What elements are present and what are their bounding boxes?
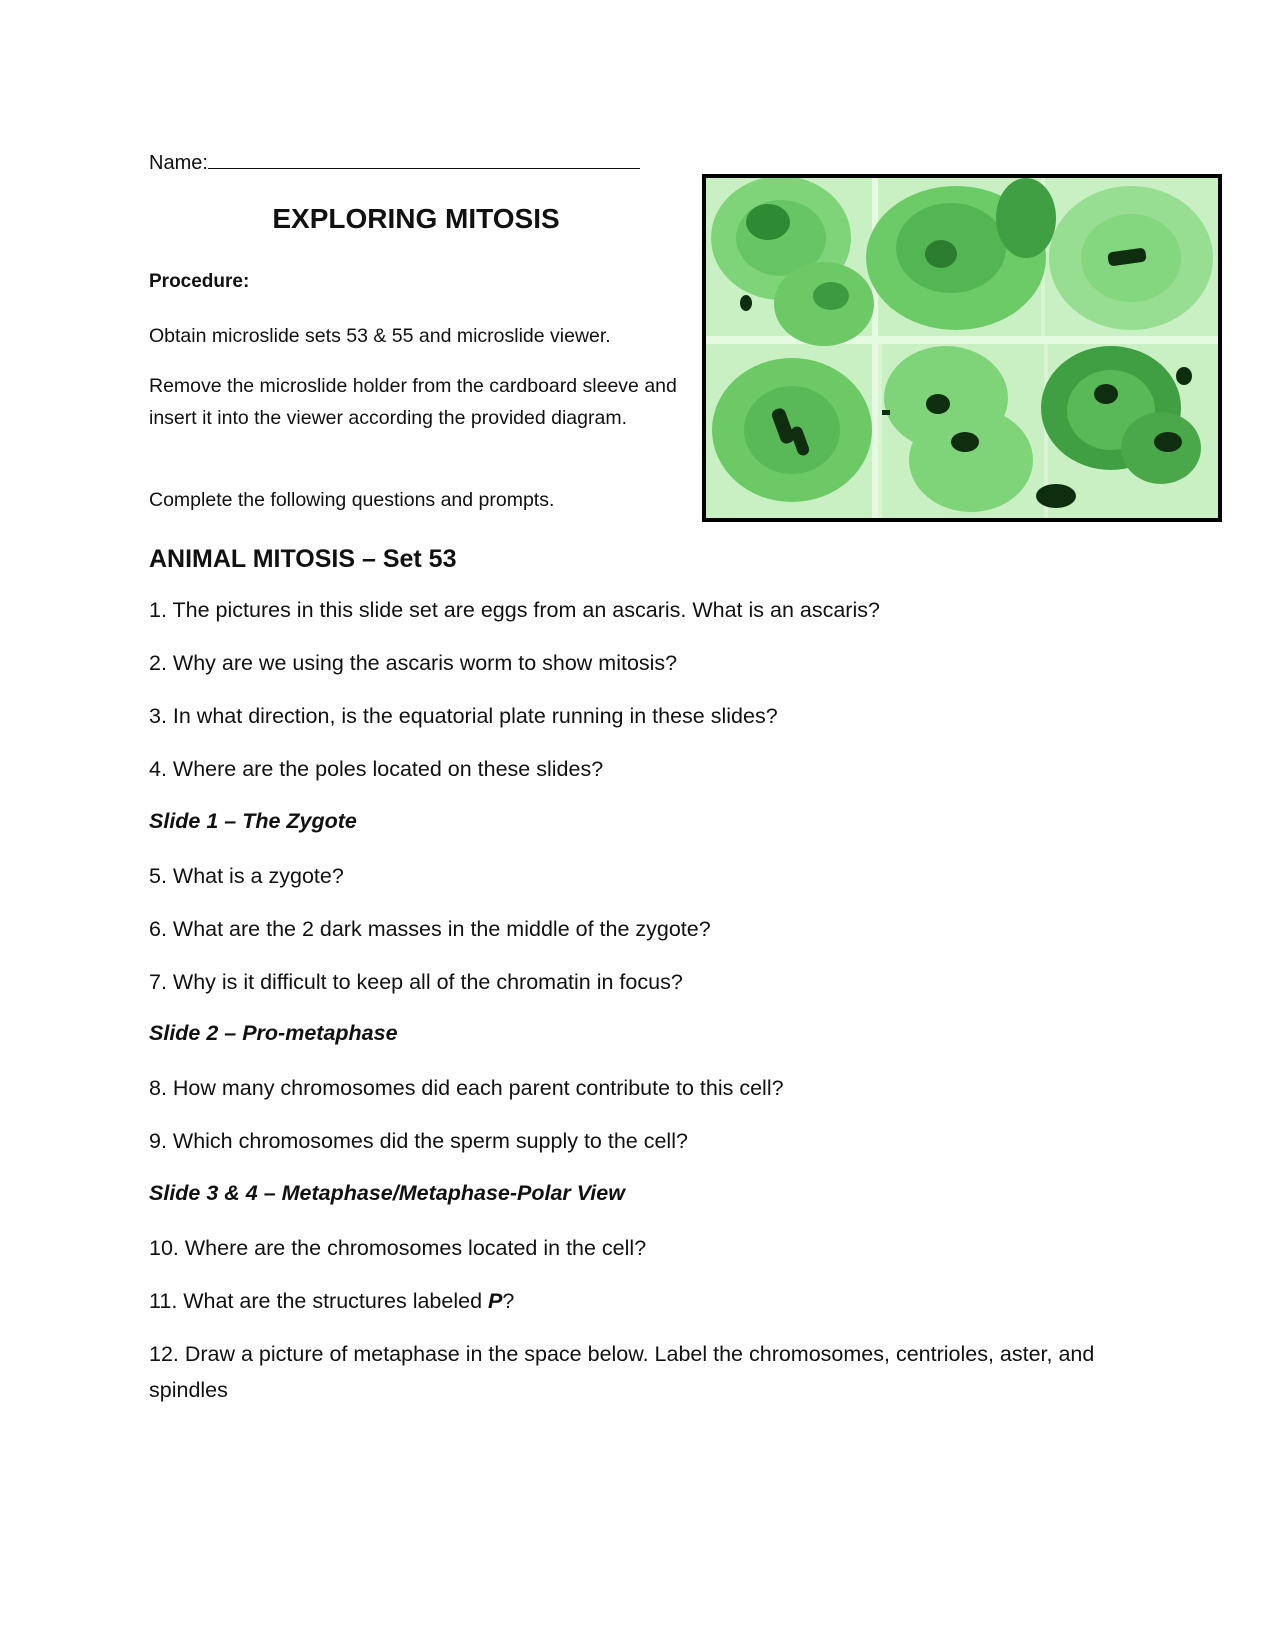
question-10: 10. Where are the chromosomes located in the cell? bbox=[149, 1236, 647, 1260]
name-label: Name: bbox=[149, 152, 208, 174]
question-9: 9. Which chromosomes did the sperm supply to the cell? bbox=[149, 1129, 688, 1153]
label-p: P bbox=[488, 1289, 503, 1313]
subheading-slide-1: Slide 1 – The Zygote bbox=[149, 809, 357, 833]
question-6: 6. What are the 2 dark masses in the middle of the zygote? bbox=[149, 917, 711, 941]
subheading-slide-3-4: Slide 3 & 4 – Metaphase/Metaphase-Polar View bbox=[149, 1181, 625, 1205]
question-12: 12. Draw a picture of metaphase in the space below. Label the chromosomes, centrioles, aster, and spindles bbox=[149, 1342, 1095, 1402]
question-5: 5. What is a zygote? bbox=[149, 864, 344, 888]
name-blank-line[interactable] bbox=[208, 150, 640, 169]
procedure-step-3: Complete the following questions and prompts. bbox=[149, 489, 555, 511]
question-1: 1. The pictures in this slide set are eggs from an ascaris. What is an ascaris? bbox=[149, 598, 880, 622]
subheading-slide-2: Slide 2 – Pro-metaphase bbox=[149, 1021, 398, 1045]
cell-image-anaphase bbox=[712, 358, 872, 502]
section-heading: ANIMAL MITOSIS – Set 53 bbox=[149, 545, 457, 573]
name-field[interactable] bbox=[149, 150, 640, 175]
page-title: EXPLORING MITOSIS bbox=[272, 203, 560, 234]
question-11-text: 11. What are the structures labeled bbox=[149, 1289, 489, 1313]
question-3: 3. In what direction, is the equatorial plate running in these slides? bbox=[149, 704, 778, 728]
procedure-step-1: Obtain microslide sets 53 & 55 and microslide viewer. bbox=[149, 325, 611, 347]
question-11-suffix: ? bbox=[502, 1289, 515, 1313]
procedure-heading: Procedure: bbox=[149, 271, 250, 292]
question-8: 8. How many chromosomes did each parent contribute to this cell? bbox=[149, 1076, 784, 1100]
question-2: 2. Why are we using the ascaris worm to show mitosis? bbox=[149, 651, 678, 675]
mitosis-micrograph-image bbox=[702, 174, 1222, 522]
procedure-step-2: Remove the microslide holder from the cardboard sleeve and insert it into the viewer according the provided diagram. bbox=[149, 375, 677, 429]
question-4: 4. Where are the poles located on these slides? bbox=[149, 757, 604, 781]
question-7: 7. Why is it difficult to keep all of the chromatin in focus? bbox=[149, 970, 683, 994]
cell-image-metaphase bbox=[1049, 186, 1213, 330]
question-11 bbox=[149, 1283, 514, 1319]
